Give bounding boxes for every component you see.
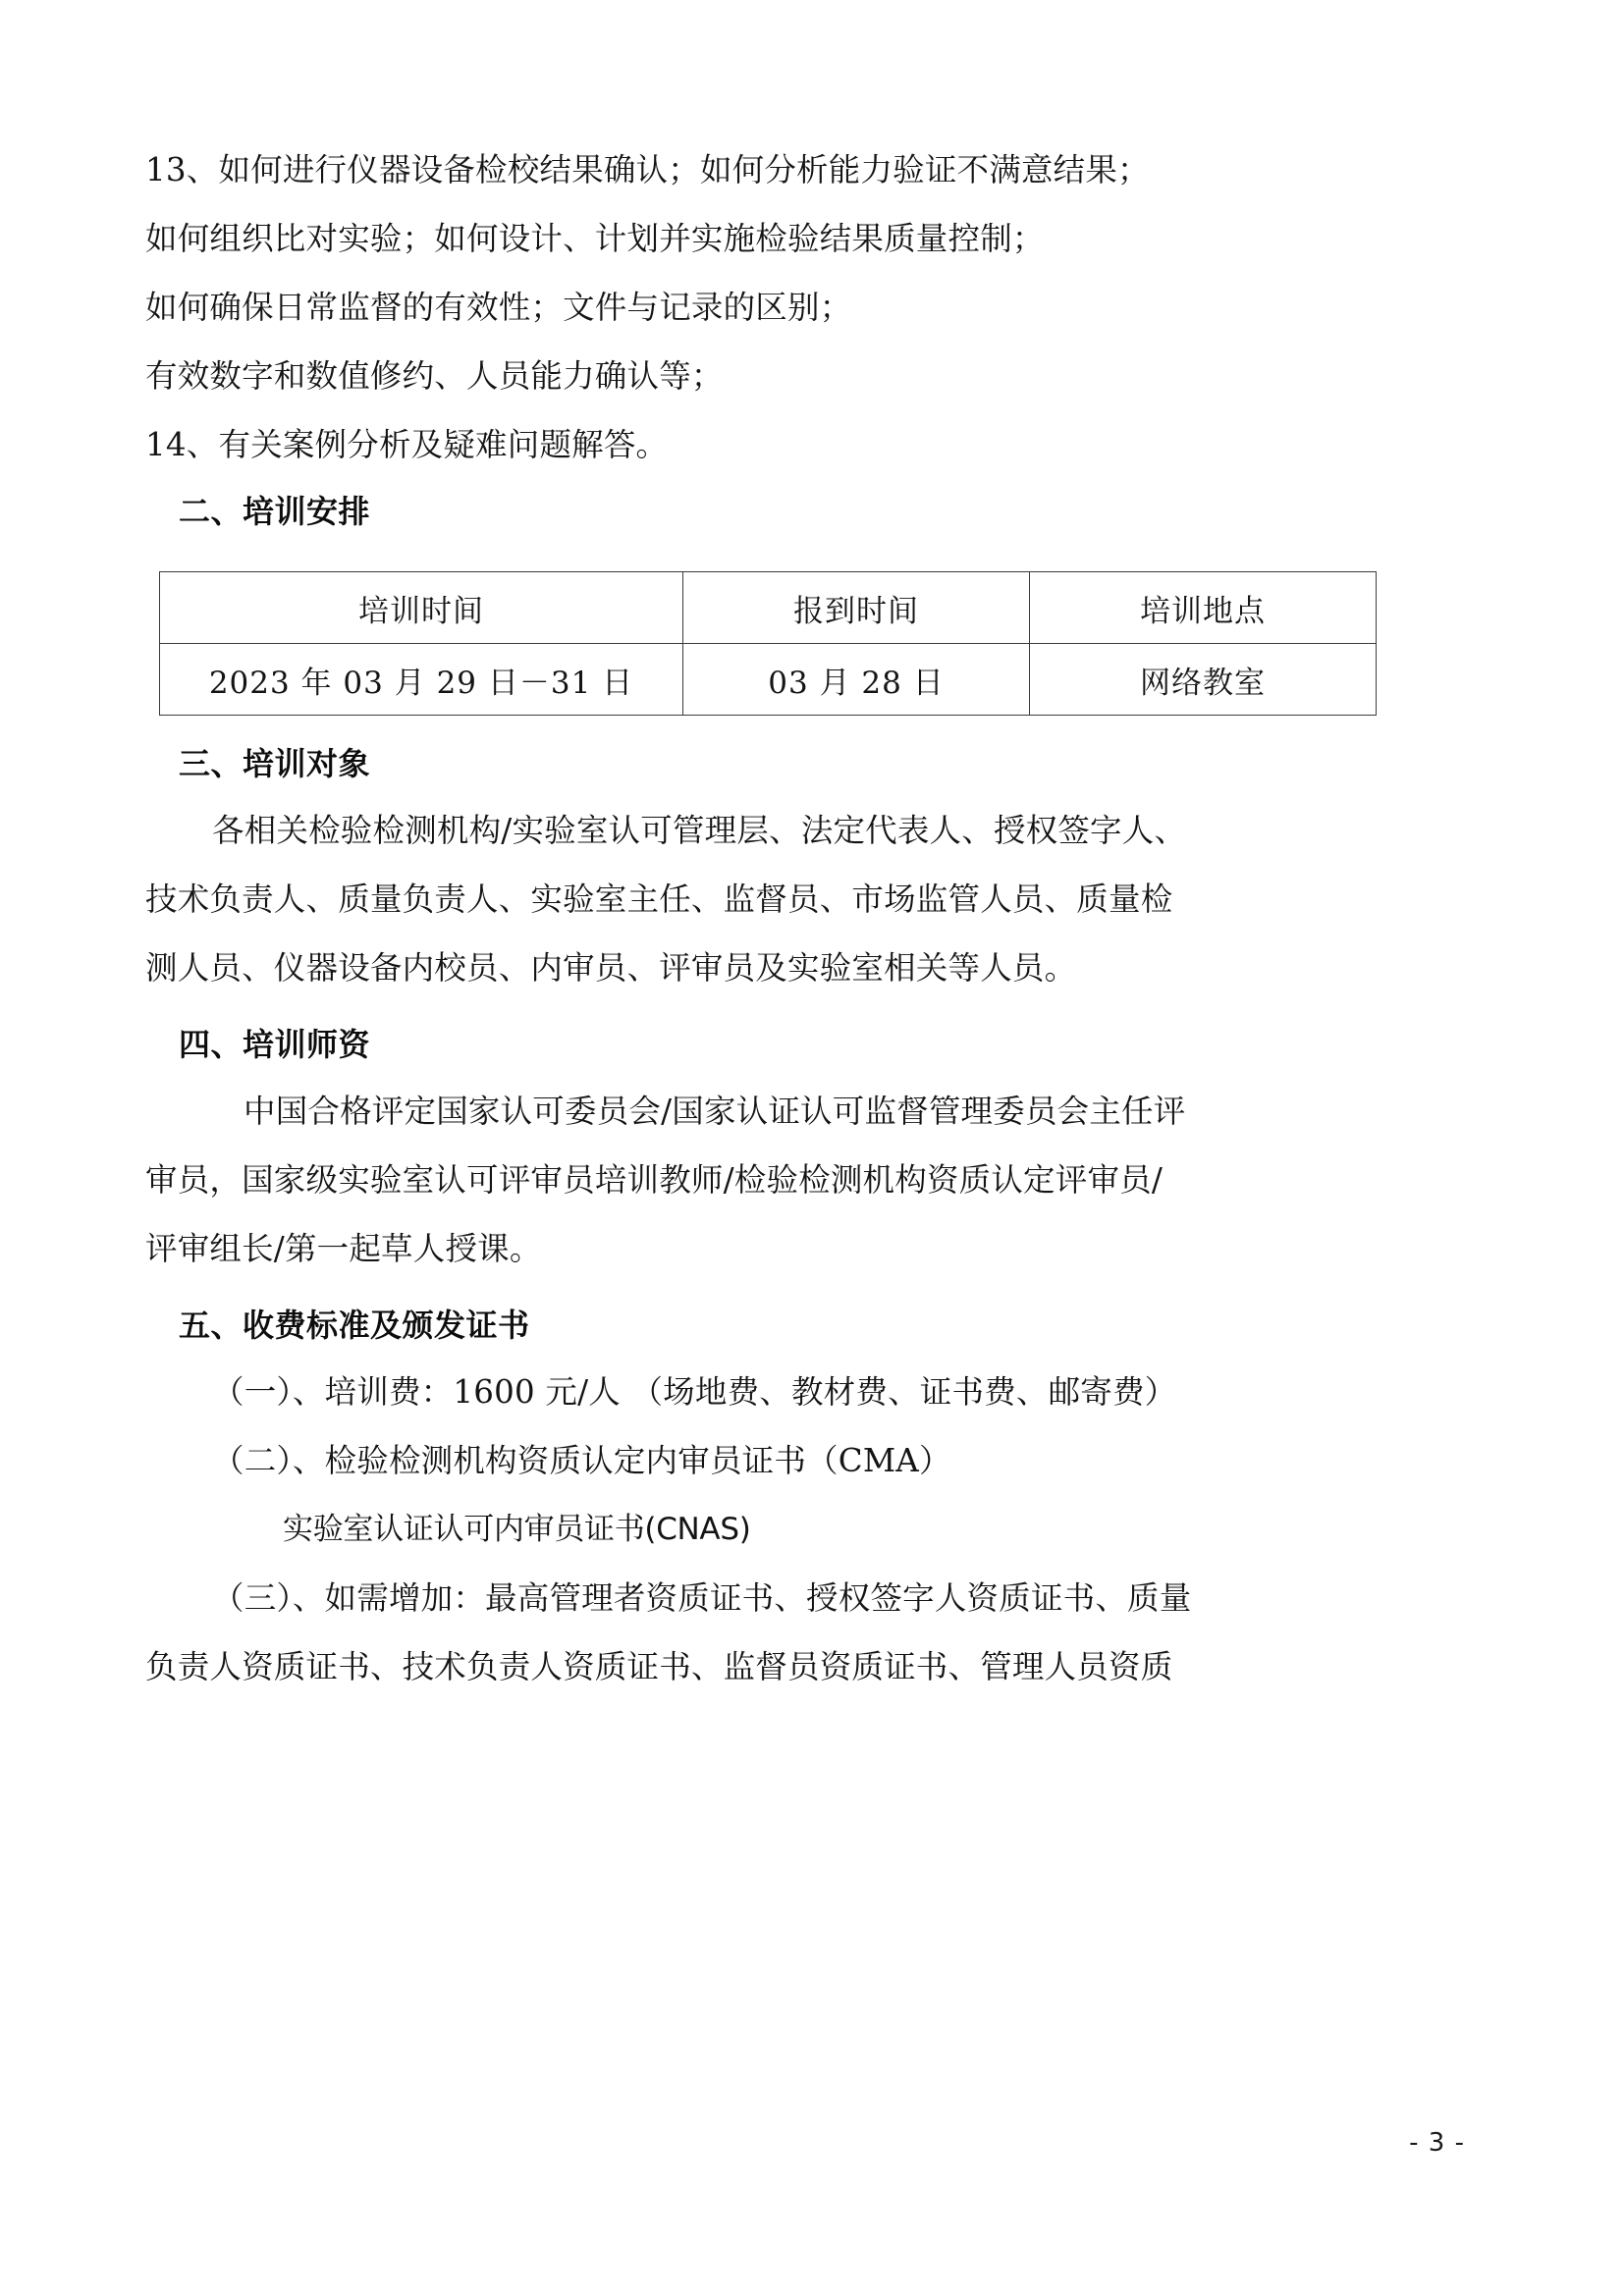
section-heading-training-schedule: 二、培训安排 — [179, 493, 371, 530]
table-header-training-location: 培训地点 — [1030, 572, 1377, 644]
table-cell-training-time: 2023 年 03 月 29 日－31 日 — [160, 644, 683, 716]
section-heading-fees-and-certificates: 五、收费标准及颁发证书 — [179, 1307, 530, 1344]
paragraph-item-13-line-3: 如何确保日常监督的有效性；文件与记录的区别； — [145, 289, 852, 326]
paragraph-faculty-line-1: 中国合格评定国家认可委员会/国家认证认可监督管理委员会主任评 — [244, 1093, 1186, 1130]
table-header-report-time: 报到时间 — [683, 572, 1030, 644]
paragraph-audience-line-3: 测人员、仪器设备内校员、内审员、评审员及实验室相关等人员。 — [145, 949, 1077, 987]
paragraph-faculty-line-2: 审员，国家级实验室认可评审员培训教师/检验检测机构资质认定评审员/ — [145, 1161, 1164, 1199]
table-row — [160, 644, 1377, 716]
section-heading-training-audience: 三、培训对象 — [179, 745, 371, 782]
page-number: - 3 - — [1409, 2128, 1465, 2158]
paragraph-item-13-line-1: 13、如何进行仪器设备检校结果确认；如何分析能力验证不满意结果； — [145, 151, 1150, 188]
paragraph-cnas-certificate: 实验室认证认可内审员证书(CNAS) — [283, 1512, 751, 1547]
paragraph-faculty-line-3: 评审组长/第一起草人授课。 — [145, 1230, 542, 1267]
table-cell-report-time: 03 月 28 日 — [683, 644, 1030, 716]
paragraph-item-13-line-4: 有效数字和数值修约、人员能力确认等； — [145, 357, 724, 395]
section-heading-training-faculty: 四、培训师资 — [179, 1026, 371, 1063]
paragraph-fee-item-three-line-1: （三）、如需增加：最高管理者资质证书、授权签字人资质证书、质量 — [212, 1579, 1192, 1617]
paragraph-item-14: 14、有关案例分析及疑难问题解答。 — [145, 426, 669, 463]
paragraph-fee-item-one: （一）、培训费：1600 元/人 （场地费、教材费、证书费、邮寄费） — [212, 1373, 1177, 1411]
training-schedule-table — [159, 571, 1377, 716]
paragraph-audience-line-1: 各相关检验检测机构/实验室认可管理层、法定代表人、授权签字人、 — [212, 812, 1187, 849]
paragraph-item-13-line-2: 如何组织比对实验；如何设计、计划并实施检验结果质量控制； — [145, 220, 1045, 257]
paragraph-audience-line-2: 技术负责人、质量负责人、实验室主任、监督员、市场监管人员、质量检 — [145, 881, 1173, 918]
table-cell-training-location: 网络教室 — [1030, 644, 1377, 716]
document-body — [145, 135, 1353, 1701]
table-header-training-time: 培训时间 — [160, 572, 683, 644]
table-header-row — [160, 572, 1377, 644]
paragraph-fee-item-three-line-2: 负责人资质证书、技术负责人资质证书、监督员资质证书、管理人员资质 — [145, 1648, 1173, 1685]
paragraph-fee-item-two: （二）、检验检测机构资质认定内审员证书（CMA） — [212, 1442, 951, 1479]
training-schedule-table-wrapper — [159, 571, 1353, 716]
